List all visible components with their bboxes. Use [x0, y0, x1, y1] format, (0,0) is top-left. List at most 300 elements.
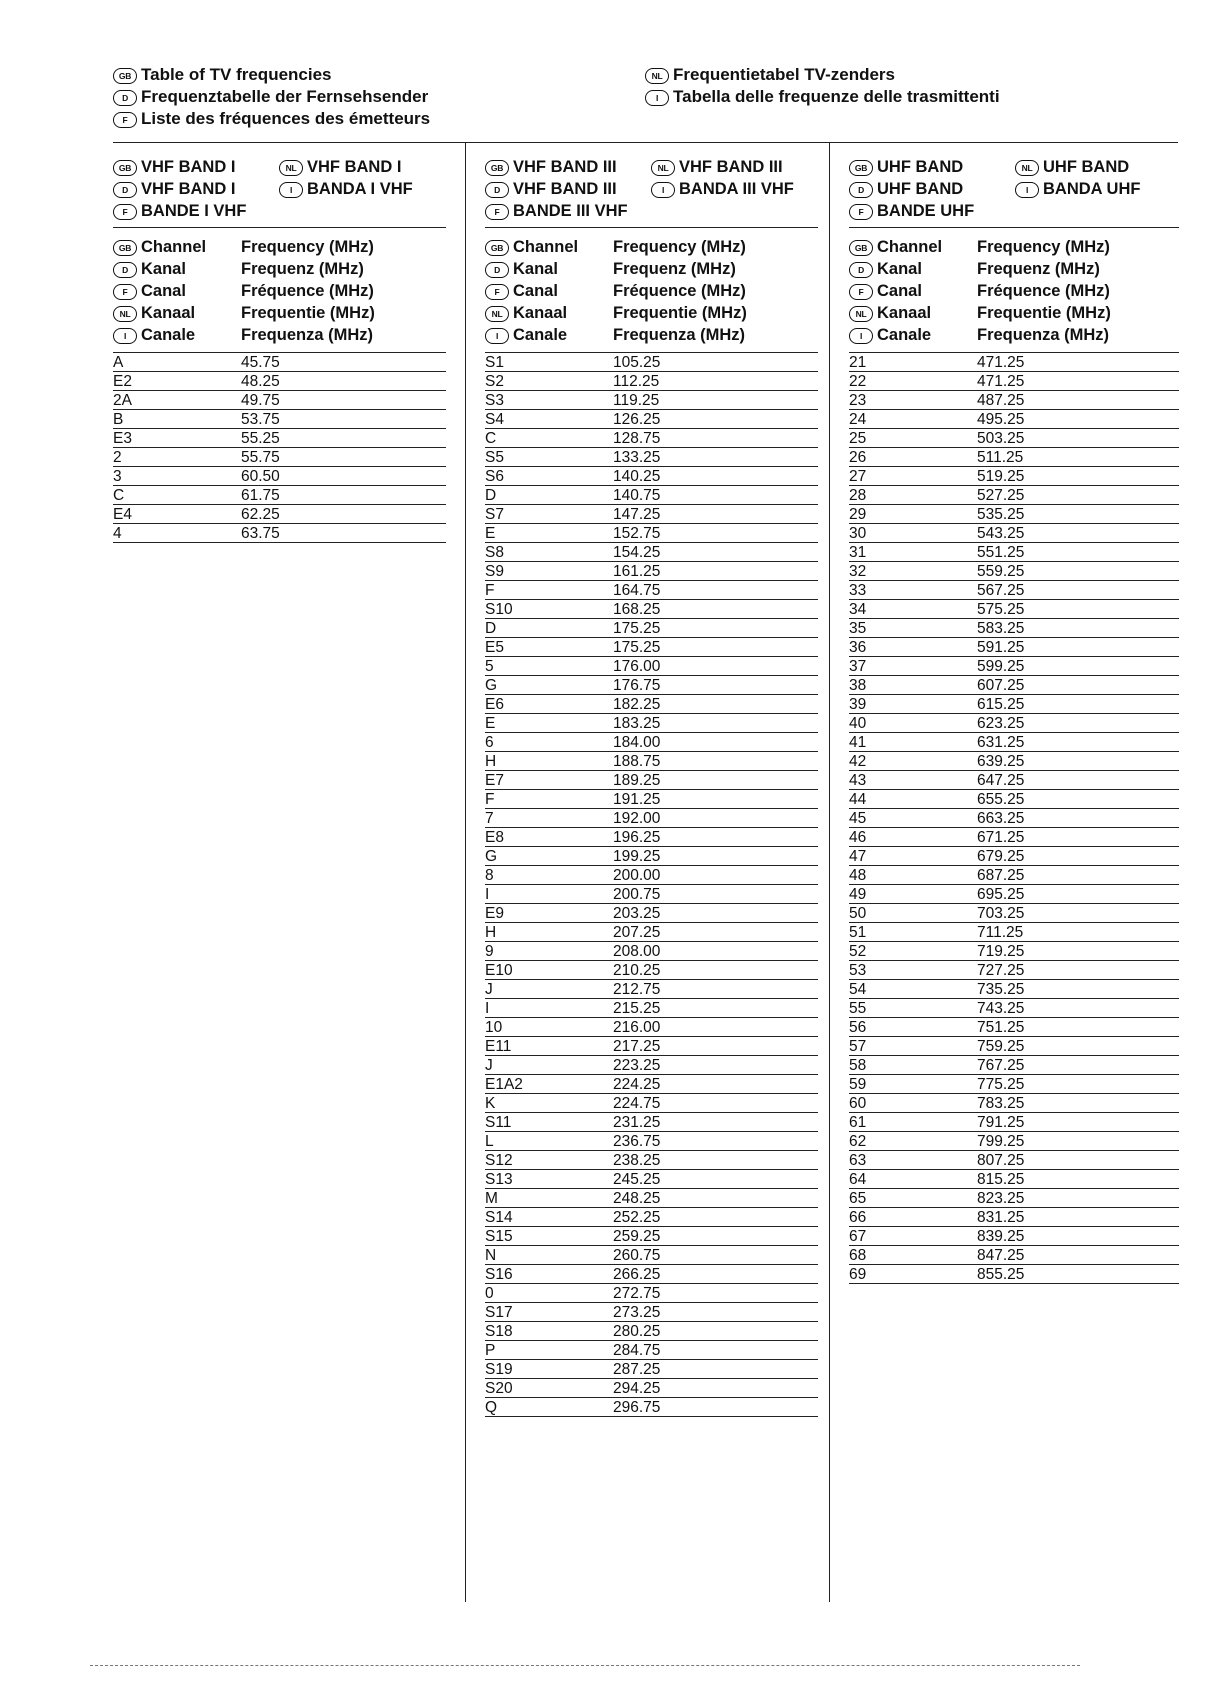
channel-cell: E — [485, 525, 496, 542]
frequency-cell: 61.75 — [241, 487, 280, 504]
frequency-cell: 164.75 — [613, 582, 661, 599]
band-heading-cell — [651, 178, 794, 200]
table-row — [849, 942, 1179, 961]
channel-cell: 22 — [849, 373, 867, 390]
table-row — [849, 1208, 1179, 1227]
channel-cell: K — [485, 1095, 496, 1112]
frequency-cell: 199.25 — [613, 848, 661, 865]
table-row — [849, 1056, 1179, 1075]
table-row — [849, 923, 1179, 942]
channel-cell: 38 — [849, 677, 867, 694]
frequency-header: Frequenza (MHz) — [241, 326, 373, 344]
f-language-badge-icon: F — [849, 284, 873, 300]
frequency-header: Frequenz (MHz) — [241, 260, 364, 278]
channel-cell: 26 — [849, 449, 867, 466]
band-heading-cell — [279, 178, 413, 200]
table-row — [849, 1265, 1179, 1284]
frequency-cell: 55.75 — [241, 449, 280, 466]
frequency-cell: 126.25 — [613, 411, 661, 428]
column-header-row — [485, 236, 818, 258]
channel-header: Kanaal — [513, 304, 568, 322]
band-heading-cell — [1015, 178, 1140, 200]
frequency-cell: 855.25 — [977, 1266, 1025, 1283]
frequency-cell: 119.25 — [613, 392, 660, 409]
column-header-row — [849, 324, 1179, 346]
channel-cell: E11 — [485, 1038, 512, 1055]
band-heading-row — [485, 200, 818, 222]
f-language-badge-icon: F — [849, 204, 873, 220]
i-language-badge-icon: I — [849, 328, 873, 344]
band-heading-row — [485, 156, 818, 178]
gb-language-badge-icon: GB — [113, 160, 137, 176]
frequency-cell: 252.25 — [613, 1209, 661, 1226]
table-row — [849, 771, 1179, 790]
table-row — [849, 429, 1179, 448]
frequency-cell: 703.25 — [977, 905, 1025, 922]
frequency-cell: 599.25 — [977, 658, 1025, 675]
table-row — [849, 752, 1179, 771]
channel-cell: 66 — [849, 1209, 867, 1226]
title-text-d: Frequenztabelle der Fernsehsender — [141, 87, 429, 106]
channel-header: Canale — [877, 326, 932, 344]
channel-cell: S19 — [485, 1361, 513, 1378]
column-header-row — [113, 236, 446, 258]
channel-cell: 43 — [849, 772, 867, 789]
table-row — [485, 923, 818, 942]
band-heading-cell — [113, 200, 279, 222]
frequency-cell: 224.75 — [613, 1095, 661, 1112]
channel-cell: E4 — [113, 506, 132, 523]
channel-cell: S16 — [485, 1266, 513, 1283]
channel-cell: S1 — [485, 354, 504, 371]
channel-cell: 36 — [849, 639, 867, 656]
band-heading-cell — [485, 200, 651, 222]
column-headers — [849, 228, 1179, 346]
channel-cell: 2 — [113, 449, 122, 466]
channel-cell: 54 — [849, 981, 867, 998]
frequency-cell: 176.75 — [613, 677, 661, 694]
table-row — [849, 410, 1179, 429]
frequency-cell: 215.25 — [613, 1000, 661, 1017]
column-header-row — [849, 236, 1179, 258]
frequency-cell: 154.25 — [613, 544, 661, 561]
frequency-cell: 511.25 — [977, 449, 1024, 466]
channel-cell: 65 — [849, 1190, 867, 1207]
band-heading-row — [485, 178, 818, 200]
channel-cell: S17 — [485, 1304, 513, 1321]
table-row — [849, 1170, 1179, 1189]
frequency-header: Fréquence (MHz) — [613, 282, 746, 300]
channel-cell: 33 — [849, 582, 867, 599]
frequency-cell: 260.75 — [613, 1247, 661, 1264]
channel-cell: Q — [485, 1399, 498, 1416]
table-row — [849, 1018, 1179, 1037]
frequency-cell: 200.75 — [613, 886, 661, 903]
table-row — [849, 828, 1179, 847]
frequency-cell: 647.25 — [977, 772, 1025, 789]
frequency-header: Frequenza (MHz) — [977, 326, 1109, 344]
column-header-row — [485, 324, 818, 346]
channel-cell: 69 — [849, 1266, 867, 1283]
channel-cell: S5 — [485, 449, 504, 466]
frequency-cell: 591.25 — [977, 639, 1025, 656]
channel-cell: 58 — [849, 1057, 867, 1074]
table-row — [849, 524, 1179, 543]
table-row — [485, 1037, 818, 1056]
channel-header: Channel — [141, 238, 207, 256]
f-language-badge-icon: F — [485, 284, 509, 300]
channel-cell: 64 — [849, 1171, 867, 1188]
table-row — [113, 524, 446, 543]
channel-cell: 5 — [485, 658, 494, 675]
band-heading-row — [849, 200, 1179, 222]
frequency-cell: 695.25 — [977, 886, 1025, 903]
frequency-cell: 735.25 — [977, 981, 1025, 998]
table-row — [485, 1379, 818, 1398]
channel-header-cell — [849, 236, 977, 258]
channel-cell: 53 — [849, 962, 867, 979]
column-divider-2 — [829, 142, 830, 1602]
table-row — [849, 1132, 1179, 1151]
channel-cell: 29 — [849, 506, 867, 523]
frequency-cell: 751.25 — [977, 1019, 1025, 1036]
table-row — [485, 562, 818, 581]
frequency-cell: 207.25 — [613, 924, 661, 941]
frequency-cell: 831.25 — [977, 1209, 1025, 1226]
channel-cell: E3 — [113, 430, 132, 447]
table-row — [485, 1227, 818, 1246]
table-row — [485, 771, 818, 790]
table-row — [113, 505, 446, 524]
table-row — [485, 638, 818, 657]
frequency-cell: 208.00 — [613, 943, 661, 960]
title-line-gb — [113, 64, 430, 86]
frequency-cell: 575.25 — [977, 601, 1025, 618]
channel-cell: 7 — [485, 810, 494, 827]
channel-cell: G — [485, 848, 498, 865]
channel-header: Canale — [141, 326, 196, 344]
table-row — [849, 581, 1179, 600]
table-row — [849, 1075, 1179, 1094]
frequency-cell: 727.25 — [977, 962, 1025, 979]
table-row — [849, 353, 1179, 372]
frequency-cell: 105.25 — [613, 354, 661, 371]
frequency-cell: 236.75 — [613, 1133, 661, 1150]
channel-cell: 24 — [849, 411, 867, 428]
frequency-cell: 63.75 — [241, 525, 280, 542]
channel-cell: 44 — [849, 791, 867, 808]
frequency-cell: 140.25 — [613, 468, 661, 485]
channel-header-cell — [485, 280, 613, 302]
table-row — [485, 391, 818, 410]
channel-cell: S10 — [485, 601, 513, 618]
nl-language-badge-icon: NL — [849, 306, 873, 322]
table-row — [485, 1151, 818, 1170]
frequency-cell: 519.25 — [977, 468, 1025, 485]
channel-cell: E — [485, 715, 496, 732]
band-heading-cell — [1015, 156, 1129, 178]
frequency-cell: 184.00 — [613, 734, 661, 751]
gb-language-badge-icon: GB — [485, 240, 509, 256]
table-row — [485, 1398, 818, 1417]
band-name: UHF BAND — [877, 158, 964, 176]
title-line-d — [113, 86, 430, 108]
channel-cell: 3 — [113, 468, 122, 485]
table-row — [849, 543, 1179, 562]
frequency-cell: 631.25 — [977, 734, 1025, 751]
channel-cell: H — [485, 753, 497, 770]
channel-cell: 23 — [849, 392, 867, 409]
band-name: UHF BAND — [1043, 158, 1130, 176]
table-row — [849, 980, 1179, 999]
frequency-cell: 196.25 — [613, 829, 661, 846]
table-row — [485, 1265, 818, 1284]
band-heading-row — [113, 178, 446, 200]
channel-cell: E1A2 — [485, 1076, 523, 1093]
nl-language-badge-icon: NL — [1015, 160, 1039, 176]
channel-cell: P — [485, 1342, 496, 1359]
nl-language-badge-icon: NL — [651, 160, 675, 176]
frequency-cell: 807.25 — [977, 1152, 1025, 1169]
channel-cell: 45 — [849, 810, 867, 827]
channel-cell: 41 — [849, 734, 867, 751]
channel-cell: 68 — [849, 1247, 867, 1264]
channel-header-cell — [849, 280, 977, 302]
channel-cell: E7 — [485, 772, 504, 789]
band-heading-row — [113, 200, 446, 222]
channel-cell: C — [485, 430, 497, 447]
channel-header-cell — [113, 280, 241, 302]
band-heading-row — [113, 156, 446, 178]
table-row — [849, 467, 1179, 486]
table-row — [485, 828, 818, 847]
f-language-badge-icon: F — [113, 204, 137, 220]
frequency-cell: 671.25 — [977, 829, 1025, 846]
frequency-cell: 543.25 — [977, 525, 1025, 542]
frequency-cell: 583.25 — [977, 620, 1025, 637]
table-row — [849, 999, 1179, 1018]
band-heading-cell — [849, 200, 1015, 222]
table-row — [849, 562, 1179, 581]
table-row — [485, 1284, 818, 1303]
frequency-cell: 535.25 — [977, 506, 1025, 523]
band-heading — [113, 142, 446, 222]
channel-cell: 35 — [849, 620, 867, 637]
table-row — [849, 372, 1179, 391]
frequency-cell: 248.25 — [613, 1190, 661, 1207]
channel-header: Canal — [513, 282, 558, 300]
i-language-badge-icon: I — [651, 182, 675, 198]
channel-cell: 50 — [849, 905, 867, 922]
frequency-cell: 183.25 — [613, 715, 661, 732]
frequency-cell: 147.25 — [613, 506, 661, 523]
table-row — [849, 486, 1179, 505]
frequency-cell: 259.25 — [613, 1228, 661, 1245]
table-row — [849, 790, 1179, 809]
channel-header: Kanal — [513, 260, 558, 278]
channel-cell: F — [485, 791, 495, 808]
channel-header-cell — [113, 258, 241, 280]
column-divider-1 — [465, 142, 466, 1602]
table-row — [485, 999, 818, 1018]
band-name: VHF BAND III — [679, 158, 783, 176]
band-heading — [485, 142, 818, 222]
d-language-badge-icon: D — [849, 262, 873, 278]
channel-cell: S11 — [485, 1114, 512, 1131]
column-header-row — [113, 302, 446, 324]
table-row — [113, 429, 446, 448]
column-header-row — [849, 302, 1179, 324]
frequency-cell: 663.25 — [977, 810, 1025, 827]
frequency-cell: 273.25 — [613, 1304, 661, 1321]
channel-cell: D — [485, 620, 497, 637]
table-row — [849, 448, 1179, 467]
table-row — [485, 600, 818, 619]
frequency-cell: 175.25 — [613, 639, 661, 656]
frequency-cell: 49.75 — [241, 392, 280, 409]
title-line-f — [113, 108, 430, 130]
title-block-right — [645, 64, 1000, 108]
channel-cell: S20 — [485, 1380, 513, 1397]
channel-cell: 32 — [849, 563, 867, 580]
title-line-nl — [645, 64, 1000, 86]
table-row — [849, 1094, 1179, 1113]
gb-language-badge-icon: GB — [849, 240, 873, 256]
column-header-row — [485, 258, 818, 280]
channel-cell: S6 — [485, 468, 504, 485]
column-header-row — [113, 324, 446, 346]
frequency-cell: 743.25 — [977, 1000, 1025, 1017]
column-header-row — [485, 302, 818, 324]
band-name: BANDA I VHF — [307, 180, 413, 198]
table-row — [113, 372, 446, 391]
table-row — [849, 1113, 1179, 1132]
frequency-cell: 212.75 — [613, 981, 661, 998]
channel-cell: 27 — [849, 468, 867, 485]
channel-cell: 48 — [849, 867, 867, 884]
table-row — [485, 581, 818, 600]
channel-header-cell — [849, 258, 977, 280]
channel-cell: S15 — [485, 1228, 513, 1245]
band-name: UHF BAND — [877, 180, 964, 198]
frequency-header: Fréquence (MHz) — [977, 282, 1110, 300]
channel-cell: D — [485, 487, 497, 504]
channel-cell: C — [113, 487, 125, 504]
band-name: VHF BAND III — [513, 180, 617, 198]
frequency-cell: 140.75 — [613, 487, 661, 504]
table-row — [485, 619, 818, 638]
table-row — [485, 1018, 818, 1037]
frequency-cell: 567.25 — [977, 582, 1025, 599]
frequency-cell: 679.25 — [977, 848, 1025, 865]
frequency-cell: 191.25 — [613, 791, 661, 808]
f-language-badge-icon: F — [113, 112, 137, 128]
table-row — [485, 695, 818, 714]
channel-cell: 59 — [849, 1076, 867, 1093]
table-row — [849, 600, 1179, 619]
band-column-vhf-1 — [113, 142, 446, 543]
channel-cell: S14 — [485, 1209, 513, 1226]
channel-header-cell — [849, 324, 977, 346]
frequency-cell: 152.75 — [613, 525, 661, 542]
frequency-header: Frequentie (MHz) — [613, 304, 747, 322]
table-row — [849, 1189, 1179, 1208]
table-row — [849, 1037, 1179, 1056]
table-row — [849, 847, 1179, 866]
frequency-cell: 231.25 — [613, 1114, 661, 1131]
channel-cell: 52 — [849, 943, 867, 960]
table-row — [485, 486, 818, 505]
channel-cell: 30 — [849, 525, 867, 542]
channel-cell: S3 — [485, 392, 504, 409]
table-row — [485, 1322, 818, 1341]
title-text-gb: Table of TV frequencies — [141, 65, 332, 84]
table-row — [485, 790, 818, 809]
frequency-cell: 176.00 — [613, 658, 661, 675]
table-row — [485, 885, 818, 904]
frequency-cell: 217.25 — [613, 1038, 661, 1055]
channel-cell: B — [113, 411, 124, 428]
channel-table — [113, 353, 446, 543]
channel-cell: 0 — [485, 1285, 494, 1302]
band-heading-cell — [113, 178, 279, 200]
channel-cell: 39 — [849, 696, 867, 713]
channel-cell: J — [485, 981, 493, 998]
table-row — [113, 486, 446, 505]
channel-header-cell — [485, 324, 613, 346]
frequency-cell: 280.25 — [613, 1323, 661, 1340]
d-language-badge-icon: D — [113, 262, 137, 278]
channel-cell: E2 — [113, 373, 132, 390]
table-row — [485, 657, 818, 676]
column-header-row — [849, 280, 1179, 302]
title-text-f: Liste des fréquences des émetteurs — [141, 109, 431, 128]
channel-header: Kanal — [141, 260, 186, 278]
channel-cell: I — [485, 1000, 490, 1017]
frequency-cell: 711.25 — [977, 924, 1024, 941]
band-heading — [849, 142, 1179, 222]
nl-language-badge-icon: NL — [113, 306, 137, 322]
channel-cell: J — [485, 1057, 493, 1074]
frequency-cell: 495.25 — [977, 411, 1025, 428]
frequency-cell: 471.25 — [977, 373, 1025, 390]
channel-cell: E6 — [485, 696, 504, 713]
channel-header: Channel — [877, 238, 943, 256]
channel-cell: I — [485, 886, 490, 903]
frequency-cell: 210.25 — [613, 962, 661, 979]
frequency-cell: 168.25 — [613, 601, 661, 618]
channel-cell: E10 — [485, 962, 513, 979]
channel-cell: 21 — [849, 354, 867, 371]
frequency-cell: 266.25 — [613, 1266, 661, 1283]
footer-rule — [90, 1665, 1080, 1666]
channel-header-cell — [485, 258, 613, 280]
frequency-cell: 272.75 — [613, 1285, 661, 1302]
table-row — [485, 980, 818, 999]
frequency-cell: 775.25 — [977, 1076, 1025, 1093]
table-row — [485, 505, 818, 524]
channel-cell: 40 — [849, 715, 867, 732]
frequency-cell: 192.00 — [613, 810, 661, 827]
table-row — [485, 1132, 818, 1151]
channel-header-cell — [485, 302, 613, 324]
band-name: BANDA III VHF — [679, 180, 794, 198]
table-row — [485, 961, 818, 980]
table-row — [849, 1227, 1179, 1246]
band-heading-row — [849, 156, 1179, 178]
frequency-cell: 839.25 — [977, 1228, 1025, 1245]
i-language-badge-icon: I — [645, 90, 669, 106]
